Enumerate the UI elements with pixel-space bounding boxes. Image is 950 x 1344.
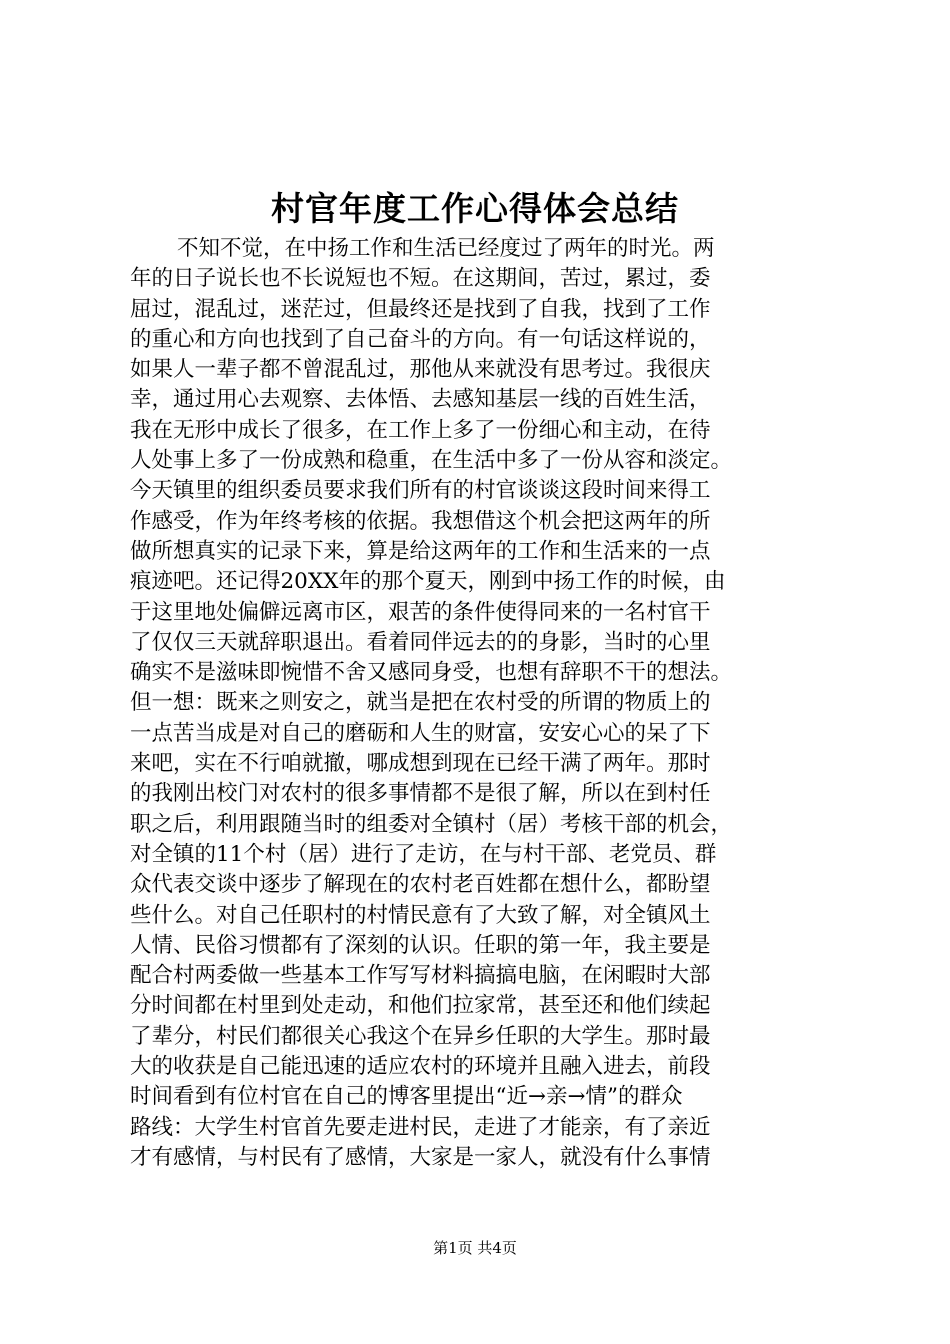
body-line: 今天镇里的组织委员要求我们所有的村官谈谈这段时间来得工 <box>130 478 711 504</box>
body-line: 才有感情，与村民有了感情，大家是一家人，就没有什么事情 <box>130 1144 711 1170</box>
document-title: 村官年度工作心得体会总结 <box>271 189 679 228</box>
body-line: 来吧，实在不行咱就撤，哪成想到现在已经干满了两年。那时 <box>130 751 711 777</box>
body-line: 作感受，作为年终考核的依据。我想借这个机会把这两年的所 <box>130 508 711 534</box>
body-line: 众代表交谈中逐步了解现在的农村老百姓都在想什么，都盼望 <box>130 872 711 898</box>
body-line: 但一想：既来之则安之，就当是把在农村受的所谓的物质上的 <box>130 690 711 716</box>
body-line: 如果人一辈子都不曾混乱过，那他从来就没有思考过。我很庆 <box>130 357 711 383</box>
body-line: 了仅仅三天就辞职退出。看着同伴远去的的身影，当时的心里 <box>130 629 711 655</box>
body-line: 了辈分，村民们都很关心我这个在异乡任职的大学生。那时最 <box>130 1023 711 1049</box>
body-line: 时间看到有位村官在自己的博客里提出“近→亲→情”的群众 <box>130 1084 683 1110</box>
body-line: 些什么。对自己任职村的村情民意有了大致了解，对全镇风土 <box>130 902 711 928</box>
body-line: 职之后，利用跟随当时的组委对全镇村（居）考核干部的机会， <box>130 811 733 837</box>
body-line: 确实不是滋味即惋惜不舍又感同身受，也想有辞职不干的想法。 <box>130 660 733 686</box>
body-line: 做所想真实的记录下来，算是给这两年的工作和生活来的一点 <box>130 538 711 564</box>
body-line: 人处事上多了一份成熟和稳重，在生活中多了一份从容和淡定。 <box>130 448 733 474</box>
body-line: 大的收获是自己能迅速的适应农村的环境并且融入进去，前段 <box>130 1054 711 1080</box>
body-line: 幸，通过用心去观察、去体悟、去感知基层一线的百姓生活， <box>130 387 711 413</box>
body-line: 年的日子说长也不长说短也不短。在这期间，苦过，累过，委 <box>130 266 711 292</box>
body-line: 一点苦当成是对自己的磨砺和人生的财富，安安心心的呆了下 <box>130 720 711 746</box>
body-line: 人情、民俗习惯都有了深刻的认识。任职的第一年，我主要是 <box>130 932 711 958</box>
body-line: 配合村两委做一些基本工作写写材料搞搞电脑，在闲暇时大部 <box>130 963 711 989</box>
body-line: 的重心和方向也找到了自己奋斗的方向。有一句话这样说的， <box>130 326 711 352</box>
document-body <box>130 234 830 1173</box>
body-line: 痕迹吧。还记得20XX年的那个夏天，刚到中扬工作的时候，由 <box>130 569 726 595</box>
body-line: 屈过，混乱过，迷茫过，但最终还是找到了自我，找到了工作 <box>130 296 711 322</box>
body-line: 的我刚出校门对农村的很多事情都不是很了解，所以在到村任 <box>130 781 711 807</box>
body-line: 对全镇的11个村（居）进行了走访，在与村干部、老党员、群 <box>130 841 717 867</box>
body-line: 路线：大学生村官首先要走进村民，走进了才能亲，有了亲近 <box>130 1114 711 1140</box>
body-line: 我在无形中成长了很多，在工作上多了一份细心和主动，在待 <box>130 417 711 443</box>
body-line: 分时间都在村里到处走动，和他们拉家常，甚至还和他们续起 <box>130 993 711 1019</box>
body-line: 不知不觉，在中扬工作和生活已经度过了两年的时光。两 <box>177 236 715 261</box>
page-footer: 第1页 共4页 <box>433 1239 517 1257</box>
body-line: 于这里地处偏僻远离市区，艰苦的条件使得同来的一名村官干 <box>130 599 711 625</box>
